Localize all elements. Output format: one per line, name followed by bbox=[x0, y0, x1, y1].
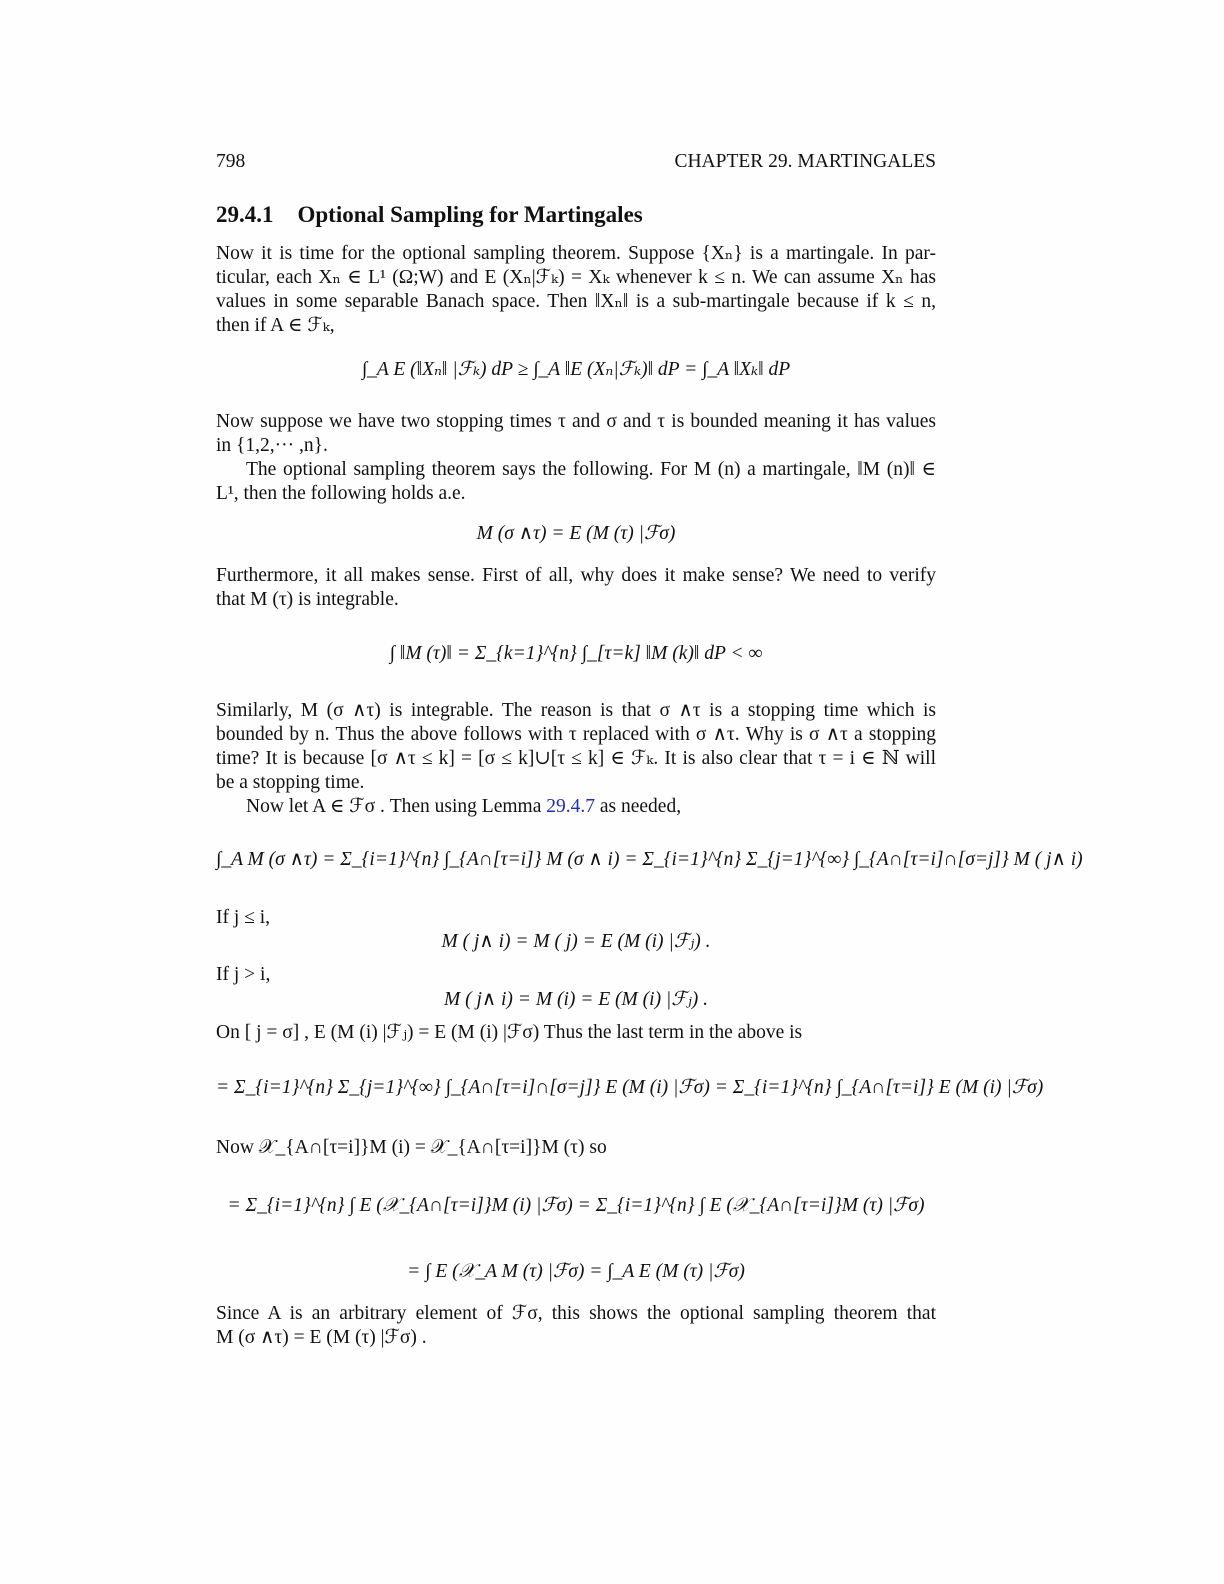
paragraph-1-line-3: values in some separable Banach space. Then ‖Xₙ‖ is a sub-martingale because if k ≤ n, bbox=[216, 291, 936, 312]
paragraph-1-line-1: Now it is time for the optional sampling theorem. Suppose {Xₙ} is a martingale. In par- bbox=[216, 243, 936, 264]
paragraph-3-line-1: The optional sampling theorem says the following. For M (n) a martingale, ‖M (n)‖ ∈ bbox=[246, 459, 936, 480]
paragraph-5-line-2: bounded by n. Thus the above follows with τ replaced with σ ∧τ. Why is σ ∧τ a stopping bbox=[216, 724, 936, 745]
paragraph-7: On [ j = σ] , E (M (i) |ℱⱼ) = E (M (i) |ℱσ) Thus the last term in the above is bbox=[216, 1022, 803, 1043]
case-2-label: If j > i, bbox=[216, 964, 271, 985]
paragraph-4-line-1: Furthermore, it all makes sense. First of all, why does it make sense? We need to verify bbox=[216, 565, 936, 586]
section-heading bbox=[216, 202, 643, 228]
paragraph-9-line-2: M (σ ∧τ) = E (M (τ) |ℱσ) . bbox=[216, 1327, 427, 1348]
paragraph-6-after: as needed, bbox=[599, 796, 682, 817]
equation-4: ∫_A M (σ ∧τ) = Σ_{i=1}^{n} ∫_{A∩[τ=i]} M (σ ∧ i) = Σ_{i=1}^{n} Σ_{j=1}^{∞} ∫_{A∩[τ=i]∩[σ=j]} M ( j∧ i) bbox=[216, 849, 1083, 870]
paragraph-1-line-4: then if A ∈ ℱₖ, bbox=[216, 315, 335, 336]
case-1-label: If j ≤ i, bbox=[216, 907, 271, 928]
paragraph-9-line-1: Since A is an arbitrary element of ℱσ, this shows the optional sampling theorem that bbox=[216, 1303, 936, 1324]
section-title: Optional Sampling for Martingales bbox=[297, 202, 643, 227]
equation-5: M ( j∧ i) = M ( j) = E (M (i) |ℱⱼ) . bbox=[441, 931, 711, 952]
paragraph-2-line-2: in {1,2,··· ,n}. bbox=[216, 435, 328, 456]
paragraph-6 bbox=[216, 795, 936, 819]
paragraph-5-line-1: Similarly, M (σ ∧τ) is integrable. The reason is that σ ∧τ is a stopping time which is bbox=[216, 700, 936, 721]
paragraph-1-line-2: ticular, each Xₙ ∈ L¹ (Ω;W) and E (Xₙ|ℱₖ) = Xₖ whenever k ≤ n. We can assume Xₙ has bbox=[216, 267, 936, 288]
paragraph-3-line-2: L¹, then the following holds a.e. bbox=[216, 483, 466, 504]
paragraph-2-line-1: Now suppose we have two stopping times τ and σ and τ is bounded meaning it has values bbox=[216, 411, 936, 432]
equation-2: M (σ ∧τ) = E (M (τ) |ℱσ) bbox=[476, 523, 676, 544]
lemma-link[interactable]: 29.4.7 bbox=[546, 796, 595, 817]
paragraph-6-before: Now let A ∈ ℱσ . Then using Lemma bbox=[246, 796, 542, 817]
equation-7: = Σ_{i=1}^{n} Σ_{j=1}^{∞} ∫_{A∩[τ=i]∩[σ=j]} E (M (i) |ℱσ) = Σ_{i=1}^{n} ∫_{A∩[τ=i]} E (M (i) |ℱσ) bbox=[216, 1077, 1044, 1098]
page-number: 798 bbox=[216, 151, 246, 172]
paragraph-5-line-3: time? It is because [σ ∧τ ≤ k] = [σ ≤ k]∪[τ ≤ k] ∈ ℱₖ. It is also clear that τ = i ∈ ℕ will bbox=[216, 748, 936, 769]
section-number: 29.4.1 bbox=[216, 202, 274, 227]
equation-3: ∫ ‖M (τ)‖ = Σ_{k=1}^{n} ∫_[τ=k] ‖M (k)‖ dP < ∞ bbox=[389, 643, 763, 664]
running-title: CHAPTER 29. MARTINGALES bbox=[674, 151, 936, 172]
equation-8: = Σ_{i=1}^{n} ∫ E (𝒳_{A∩[τ=i]}M (i) |ℱσ) = Σ_{i=1}^{n} ∫ E (𝒳_{A∩[τ=i]}M (τ) |ℱσ) bbox=[227, 1195, 925, 1216]
paragraph-8: Now 𝒳_{A∩[τ=i]}M (i) = 𝒳_{A∩[τ=i]}M (τ) so bbox=[216, 1137, 607, 1158]
paragraph-5-line-4: be a stopping time. bbox=[216, 772, 365, 793]
equation-6: M ( j∧ i) = M (i) = E (M (i) |ℱⱼ) . bbox=[443, 989, 709, 1010]
equation-1: ∫_A E (‖Xₙ‖ |ℱₖ) dP ≥ ∫_A ‖E (Xₙ|ℱₖ)‖ dP = ∫_A ‖Xₖ‖ dP bbox=[361, 359, 791, 380]
paragraph-4-line-2: that M (τ) is integrable. bbox=[216, 589, 399, 610]
equation-9: = ∫ E (𝒳_A M (τ) |ℱσ) = ∫_A E (M (τ) |ℱσ) bbox=[407, 1261, 745, 1282]
